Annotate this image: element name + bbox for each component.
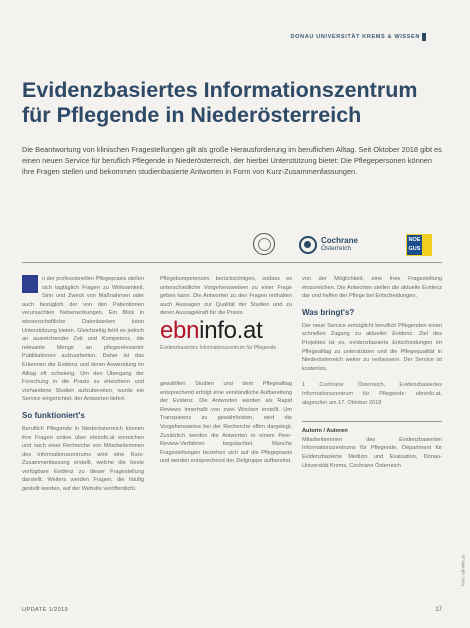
author-box (302, 421, 442, 470)
col2-bottom: gewählten Studien und dem Pflegealltag entsprechend erfolgt eine verständliche Aufbereitung der Evidenz. Die Antworten werden als Rapid Reviews innerhalb von zwei Wochen erstellt. Um Transparenz zu gewährleisten, wird die Vorgehensweise bei der Recherche offen dargelegt. Zusätzlich werden die Antworten in einem Peer-Review-Verfahren begutachtet. Manche Fragestellungen beziehen sich auf die Pflegepraxis und werden entsprechend der Zielgruppe aufbereitet. (160, 381, 292, 465)
ebninfo-logo (160, 318, 294, 368)
column-3 (302, 275, 442, 470)
divider (22, 262, 442, 263)
ebn-logo-suffix: info.at (199, 317, 263, 344)
col1-subheading: So funktioniert's (22, 410, 85, 420)
cochrane-name: Cochrane (321, 236, 358, 245)
footer-issue: UPDATE 1/2019 (22, 607, 69, 613)
partner-logos (0, 233, 470, 257)
article-title: Evidenzbasiertes Informationszentrum für Pflegende in Niederösterreich (22, 78, 418, 127)
col2-top: Pflegekompetenzen berücksichtigen, sodass es unterschiedliche Vorgehensweisen zu einer Frage geben kann. Die Antworten zu den Fragen enthalten auch Aussagen zur Qualität der Studien und zu deren Aussagekraft für die Praxis. (160, 276, 292, 317)
article-lead: Die Beantwortung von klinischen Fragestellungen gilt als große Herausforderung im beruflichen Alltag. Seit Oktober 2018 gibt es einen neuen Service für beruflich Pflegende in Niederösterreich, der hierbei Unterstützung bietet: Die Pflegepersonen können ihre Fragen stellen und bekommen studienbasierte Antworten in Form von Kurz-Zusammenfassungen. (22, 145, 442, 176)
author-text: Mitarbeiterinnen des Evidenzbasierten Informationszentrums für Pflegende, Department für Evidenzbasierte Medizin und Evaluation, Donau-Universität Krems, Cochrane Österreich (302, 436, 442, 469)
university-seal-logo (253, 233, 275, 255)
col3-body: Der neue Service ermöglicht beruflich Pflegenden einen schnellen Zugang zu aktueller Evidenz. Ziel des Projektes ist es, evidenzbasierte Entscheidungen im Pflegealltag zu unterstützen und die Pflegequalität in Niederösterreich weiter zu verbessern. Der Service ist kostenlos. (302, 322, 442, 372)
col3-subheading: Was bringt's? (302, 307, 355, 317)
photo-credit: Foto: ebninfo.at (460, 555, 465, 587)
col1-body: n der professionellen Pflegepraxis stellen sich tagtäglich Fragen zu Wirksamkeit, Sinn und Zweck von Maßnahmen oder auch bezüglich der von den Patientinnen verursachten Nebenwirkungen. Ein Blick in wissenschaftliche Datenbanken kann Unterstützung bieten. Gleichzeitig fehlt es jedoch an ausreichender Zeit und Kompetenz, die relevante Menge an pflegerelevanter Publikationen aufzuarbeiten. Daher ist das Erkennen der Evidenz und deren Anwendung im Alltag oft schwierig. Um den Übergang der Forschung in die Praxis zu erleichtern und vorhandene Studien aufzubereiten, wurde ein Service eingerichtet, der Antworten liefert. (22, 276, 144, 403)
column-2 (160, 275, 292, 318)
dropcap-square (22, 275, 38, 293)
ebn-logo-prefix: ebn (160, 317, 200, 344)
noe-gus-logo: NOE GUS (406, 234, 432, 256)
page-number: 17 (435, 607, 442, 613)
cochrane-logo-icon (299, 236, 317, 254)
references: 1 Cochrane Österreich, Evidenzbasiertes Informationszentrum für Pflegende: ebninfo.at, abgerufen am 17. Oktober 2018 (302, 382, 442, 406)
author-heading: Autorin / Autoren (302, 428, 348, 435)
column-1 (22, 275, 144, 494)
col1-body-2: Beruflich Pflegende in Niederösterreich können ihre Fragen online über ebninfo.at einreichen und nach einer Recherche von Mitarbeiterinnen des Informationszentrums wird eine Kurz-Zusammenfassung erstellt, welche die beste verfügbare Evidenz zu dieser Fragestellung darstellt. Weiters werden Fragen, die häufig gestellt werden, auf der Website veröffentlicht. (22, 425, 144, 493)
col3-top: von der Möglichkeit, eine freie Fragestellung einzureichen. Die Antworten stellen die aktuelle Evidenz dar und helfen der Pflege bei Entscheidungen. (302, 276, 442, 300)
cochrane-sub: Österreich (321, 245, 351, 252)
section-marker (422, 33, 426, 41)
section-header: DONAU UNIVERSITÄT KREMS & WISSEN (290, 34, 420, 40)
ebn-tagline: Evidenzbasiertes Informationszentrum für Pflegende (160, 345, 277, 351)
column-2-lower (160, 380, 292, 466)
